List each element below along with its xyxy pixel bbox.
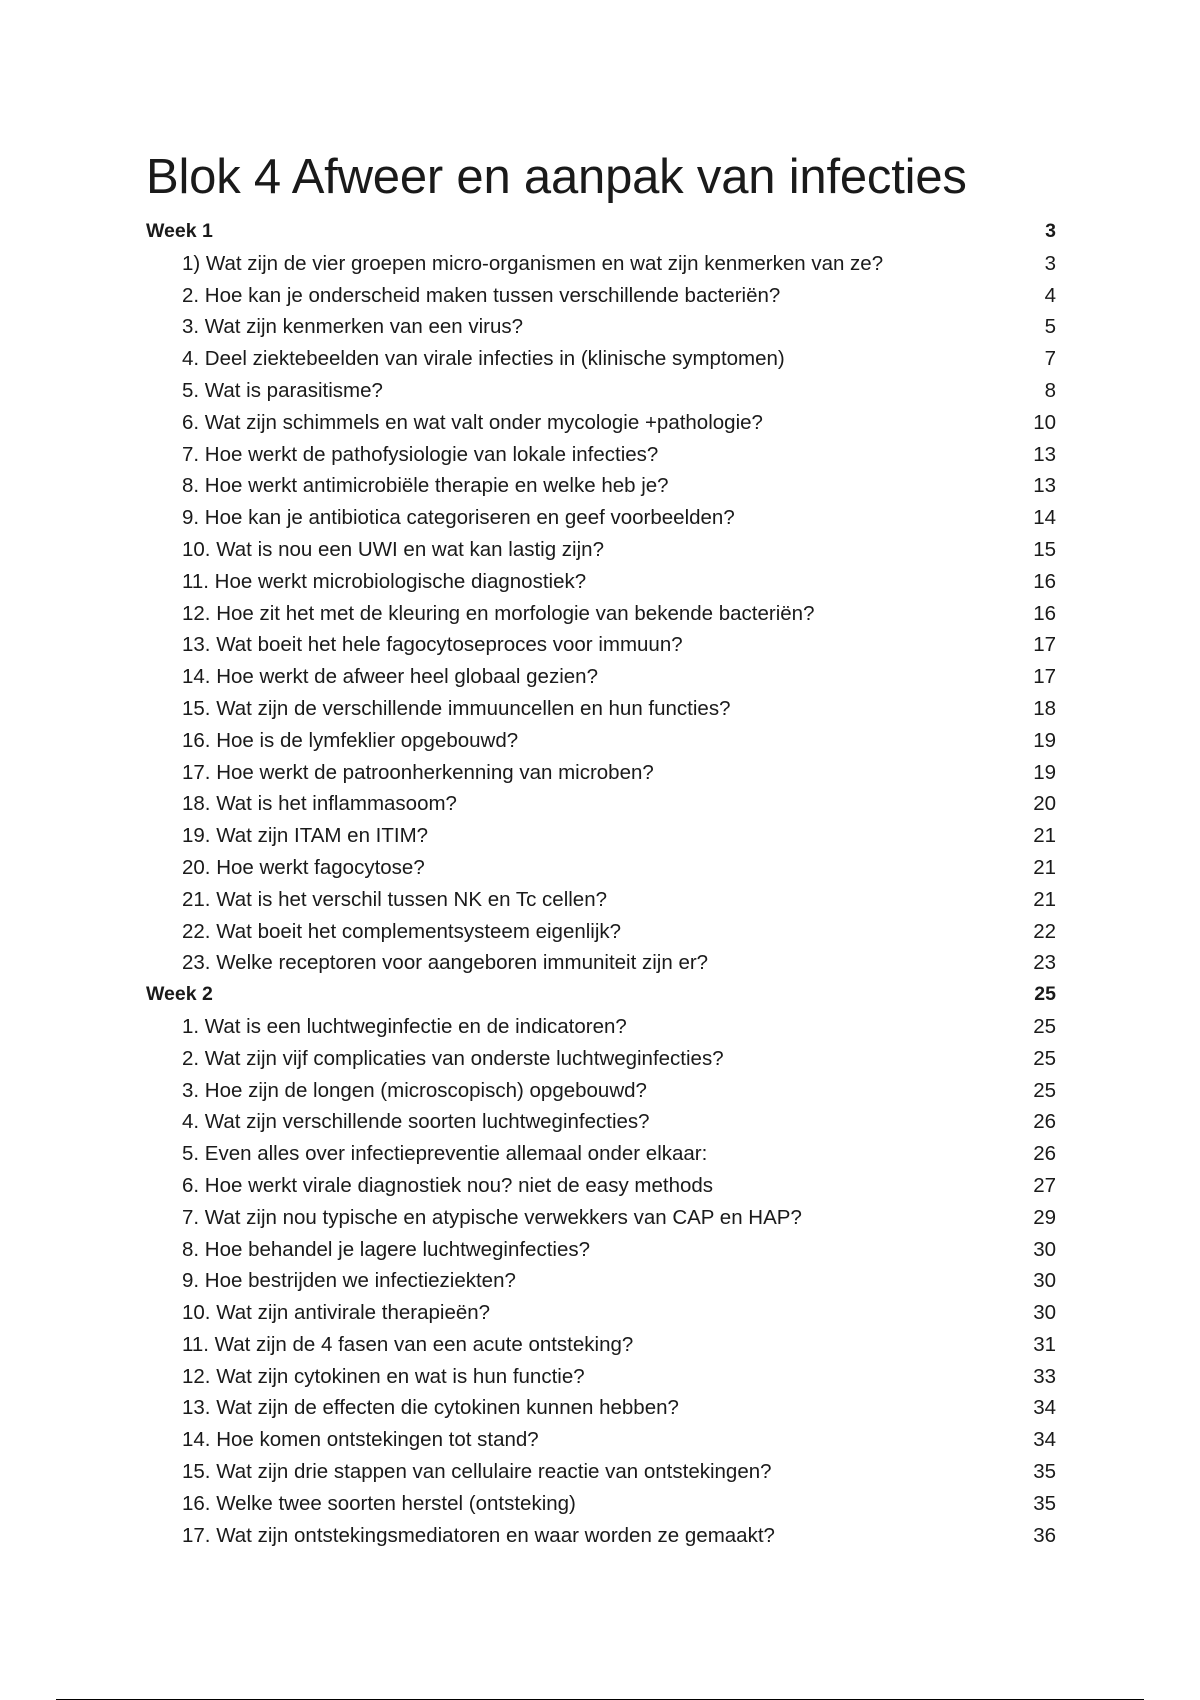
toc-entry-text: 1. Wat is een luchtweginfectie en de indicatoren? [182,1014,627,1038]
toc-entry-text: 15. Wat zijn drie stappen van cellulaire reactie van ontstekingen? [182,1460,772,1484]
toc-entry-text: 9. Hoe bestrijden we infectieziekten? [182,1269,516,1293]
toc-page-number: 36 [1033,1523,1056,1547]
toc-entry[interactable] [146,1265,1056,1297]
toc-entry[interactable] [146,693,1056,725]
toc-page-number: 30 [1033,1237,1056,1261]
toc-week-heading[interactable] [146,979,1056,1011]
toc-entry[interactable] [146,375,1056,407]
toc-page-number: 22 [1033,919,1056,943]
toc-entry-text: 8. Hoe behandel je lagere luchtweginfecties? [182,1237,590,1261]
toc-page-number: 5 [1044,315,1056,339]
toc-heading-text: Week 1 [146,220,213,242]
toc-entry[interactable] [146,1361,1056,1393]
toc-entry[interactable] [146,598,1056,630]
toc-page-number: 13 [1033,442,1056,466]
toc-page-number: 25 [1033,1014,1056,1038]
toc-entry-text: 2. Wat zijn vijf complicaties van onderste luchtweginfecties? [182,1046,724,1070]
toc-page-number: 20 [1033,792,1056,816]
toc-entry[interactable] [146,661,1056,693]
toc-entry-text: 9. Hoe kan je antibiotica categoriseren en geef voorbeelden? [182,506,735,530]
toc-page-number: 21 [1033,824,1056,848]
toc-entry-text: 19. Wat zijn ITAM en ITIM? [182,824,429,848]
toc-entry[interactable] [146,1234,1056,1266]
toc-page-number: 17 [1033,633,1056,657]
toc-page-number: 8 [1044,378,1056,402]
toc-page-number: 17 [1033,665,1056,689]
toc-entry-text: 8. Hoe werkt antimicrobiële therapie en welke heb je? [182,474,669,498]
toc-entry[interactable] [146,1011,1056,1043]
toc-entry[interactable] [146,1456,1056,1488]
toc-entry-text: 10. Wat zijn antivirale therapieën? [182,1301,491,1325]
toc-entry[interactable] [146,1520,1056,1552]
toc-entry[interactable] [146,311,1056,343]
toc-entry[interactable] [146,1043,1056,1075]
toc-entry-text: 6. Wat zijn schimmels en wat valt onder mycologie +pathologie? [182,410,763,434]
toc-page-number: 16 [1033,569,1056,593]
toc-entry[interactable] [146,1297,1056,1329]
toc-page-number: 21 [1033,855,1056,879]
toc-week-heading[interactable] [146,216,1056,248]
toc-entry[interactable] [146,884,1056,916]
toc-entry-text: 10. Wat is nou een UWI en wat kan lastig zijn? [182,537,604,561]
toc-entry[interactable] [146,1138,1056,1170]
toc-page-number: 13 [1033,474,1056,498]
toc-entry-text: 11. Wat zijn de 4 fasen van een acute ontsteking? [182,1332,634,1356]
toc-entry-text: 14. Hoe werkt de afweer heel globaal gezien? [182,665,598,689]
toc-entry[interactable] [146,534,1056,566]
toc-entry[interactable] [146,566,1056,598]
toc-entry-text: 3. Hoe zijn de longen (microscopisch) opgebouwd? [182,1078,647,1102]
toc-entry[interactable] [146,439,1056,471]
toc-page-number: 29 [1033,1205,1056,1229]
toc-page-number: 18 [1033,696,1056,720]
toc-entry[interactable] [146,407,1056,439]
toc-entry-text: 17. Hoe werkt de patroonherkenning van microben? [182,760,654,784]
toc-entry[interactable] [146,757,1056,789]
toc-entry[interactable] [146,820,1056,852]
toc-entry[interactable] [146,947,1056,979]
toc-entry-text: 13. Wat boeit het hele fagocytoseproces voor immuun? [182,633,683,657]
toc-entry-text: 12. Wat zijn cytokinen en wat is hun functie? [182,1364,585,1388]
toc-entry[interactable] [146,629,1056,661]
toc-page-number: 19 [1033,728,1056,752]
toc-page-number: 30 [1033,1301,1056,1325]
toc-page-number: 34 [1033,1396,1056,1420]
toc-entry-text: 16. Hoe is de lymfeklier opgebouwd? [182,728,519,752]
toc-entry[interactable] [146,1488,1056,1520]
toc-entry[interactable] [146,1106,1056,1138]
toc-page-number: 27 [1033,1173,1056,1197]
toc-entry[interactable] [146,470,1056,502]
toc-page-number: 7 [1044,347,1056,371]
toc-entry-text: 18. Wat is het inflammasoom? [182,792,457,816]
toc-entry-text: 3. Wat zijn kenmerken van een virus? [182,315,524,339]
toc-entry[interactable] [146,852,1056,884]
toc-entry-text: 22. Wat boeit het complementsysteem eigenlijk? [182,919,622,943]
toc-page-number: 30 [1033,1269,1056,1293]
toc-entry-text: 5. Wat is parasitisme? [182,378,383,402]
toc-entry-text: 11. Hoe werkt microbiologische diagnostiek? [182,569,587,593]
toc-entry[interactable] [146,788,1056,820]
toc-week-section [146,979,1056,1551]
toc-page-number: 25 [1033,1078,1056,1102]
page-title: Blok 4 Afweer en aanpak van infecties [146,150,967,204]
toc-entry[interactable] [146,1202,1056,1234]
toc-entry-text: 17. Wat zijn ontstekingsmediatoren en waar worden ze gemaakt? [182,1523,775,1547]
toc-entry-text: 1) Wat zijn de vier groepen micro-organismen en wat zijn kenmerken van ze? [182,251,884,275]
toc-heading-text: Week 2 [146,983,213,1006]
toc-page-number: 31 [1033,1332,1056,1356]
toc-entry-text: 13. Wat zijn de effecten die cytokinen kunnen hebben? [182,1396,679,1420]
toc-entry-text: 20. Hoe werkt fagocytose? [182,855,425,879]
toc-page-number: 21 [1033,887,1056,911]
toc-page-number: 25 [1033,1046,1056,1070]
toc-entry-text: 21. Wat is het verschil tussen NK en Tc cellen? [182,887,608,911]
toc-entry[interactable] [146,280,1056,312]
toc-page-number: 3 [1044,251,1056,275]
toc-entry-text: 12. Hoe zit het met de kleuring en morfologie van bekende bacteriën? [182,601,815,625]
toc-item-list [146,248,1056,979]
toc-entry[interactable] [146,343,1056,375]
toc-entry-text: 7. Hoe werkt de pathofysiologie van lokale infecties? [182,442,659,466]
toc-entry-text: 5. Even alles over infectiepreventie allemaal onder elkaar: [182,1142,708,1166]
toc-page-number: 15 [1033,537,1056,561]
toc-page-number: 4 [1044,283,1056,307]
toc-entry[interactable] [146,725,1056,757]
toc-page-number: 16 [1033,601,1056,625]
toc-page-number: 33 [1033,1364,1056,1388]
toc-entry-text: 14. Hoe komen ontstekingen tot stand? [182,1428,539,1452]
toc-entry-text: 23. Welke receptoren voor aangeboren immuniteit zijn er? [182,951,709,975]
toc-entry-text: 15. Wat zijn de verschillende immuuncellen en hun functies? [182,696,731,720]
toc-page-number: 26 [1033,1110,1056,1134]
toc-entry[interactable] [146,1392,1056,1424]
toc-entry-text: 4. Wat zijn verschillende soorten luchtweginfecties? [182,1110,650,1134]
toc-page-number: 25 [1034,983,1056,1006]
toc-page-number: 10 [1033,410,1056,434]
toc-entry[interactable] [146,502,1056,534]
toc-entry-text: 6. Hoe werkt virale diagnostiek nou? niet de easy methods [182,1173,714,1197]
toc-entry[interactable] [146,1424,1056,1456]
toc-entry[interactable] [146,1170,1056,1202]
toc-entry[interactable] [146,1329,1056,1361]
toc-entry-text: 4. Deel ziektebeelden van virale infecties in (klinische symptomen) [182,347,785,371]
toc-page-number: 14 [1033,506,1056,530]
toc-entry[interactable] [146,916,1056,948]
toc-page-number: 3 [1045,220,1056,242]
toc-week-section [146,216,1056,979]
toc-page-number: 34 [1033,1428,1056,1452]
toc-entry-text: 7. Wat zijn nou typische en atypische verwekkers van CAP en HAP? [182,1205,802,1229]
toc-page-number: 23 [1033,951,1056,975]
toc-entry[interactable] [146,248,1056,280]
toc-entry[interactable] [146,1075,1056,1107]
toc-page-number: 35 [1033,1460,1056,1484]
toc-item-list [146,1011,1056,1552]
toc-page-number: 26 [1033,1142,1056,1166]
toc-page-number: 35 [1033,1491,1056,1515]
toc-page-number: 19 [1033,760,1056,784]
toc-entry-text: 2. Hoe kan je onderscheid maken tussen verschillende bacteriën? [182,283,781,307]
toc-entry-text: 16. Welke twee soorten herstel (ontsteking) [182,1491,576,1515]
table-of-contents [146,216,1056,1551]
